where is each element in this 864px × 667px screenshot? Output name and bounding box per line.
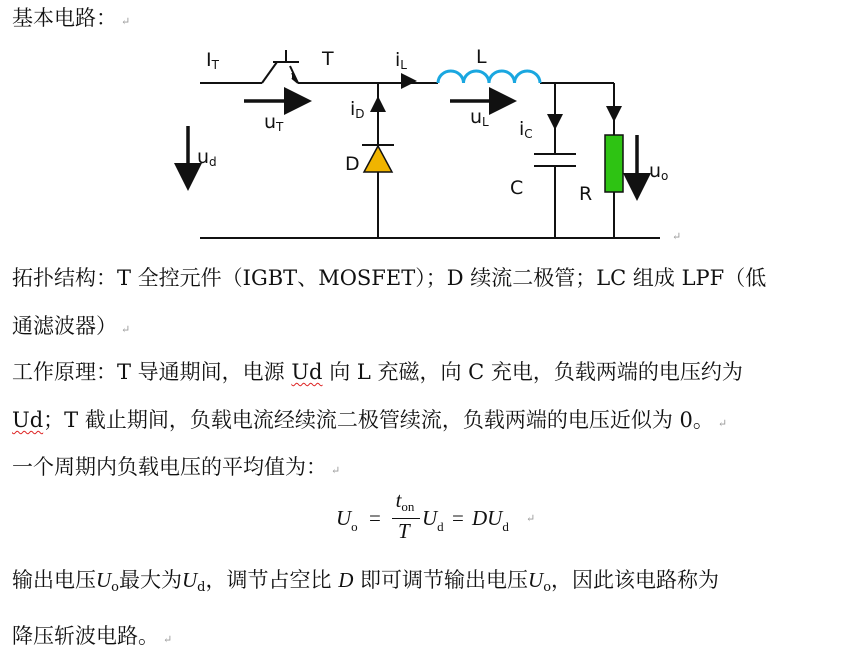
paragraph-mark: ↵ — [717, 417, 728, 430]
label-it: IT — [206, 49, 219, 72]
paragraph-mark: ↵ — [163, 633, 173, 646]
diode-symbol — [362, 145, 394, 172]
label-ud: ud — [197, 146, 217, 169]
label-id: iD — [350, 98, 365, 121]
label-ul: uL — [470, 106, 489, 129]
label-resistor: R — [579, 183, 593, 205]
label-capacitor: C — [510, 177, 524, 199]
eq-ud: $U_d$ — [422, 506, 444, 534]
paragraph-mark: ↵ — [331, 464, 341, 477]
resistor-symbol — [605, 135, 623, 192]
current-arrows — [378, 81, 614, 126]
label-ut: uT — [264, 111, 284, 134]
eq-period: T — [398, 519, 410, 543]
average-voltage-equation — [336, 488, 556, 548]
principle-line-1: 工作原理：T 导通期间，电源 Ud 向 L 充磁，向 C 充电，负载两端的电压约为 — [12, 360, 743, 384]
label-switch-t: T — [322, 48, 334, 70]
eq-fraction: ton — [395, 488, 415, 514]
paragraph-mark: ↵ — [672, 230, 682, 243]
label-diode: D — [345, 153, 360, 175]
eq-dud: $DU_d$ — [472, 506, 509, 534]
inductor-symbol — [438, 71, 540, 83]
heading: 基本电路： ↵ — [12, 6, 131, 30]
eq-uo: $U_o$ — [336, 506, 358, 534]
average-line: 一个周期内负载电压的平均值为： ↵ — [12, 455, 341, 479]
paragraph-mark: ↵ — [526, 513, 536, 525]
principle-line-2: Ud；T 截止期间，负载电流经续流二极管续流，负载两端的电压近似为 0。 ↵ — [12, 408, 728, 432]
paragraph-mark: ↵ — [121, 15, 131, 28]
eq-equals-2: = — [452, 506, 464, 530]
label-inductor: L — [476, 46, 487, 68]
topology-line-1: 拓扑结构：T 全控元件（IGBT、MOSFET）；D 续流二极管；LC 组成 LPF（低 — [12, 266, 767, 290]
circuit-wires — [200, 83, 660, 238]
spellcheck-ud: Ud — [12, 408, 44, 432]
switch-symbol — [262, 50, 299, 83]
output-line: 输出电压Uo最大为Ud，调节占空比 D 即可调节输出电压Uo，因此该电路称为 — [12, 568, 720, 595]
label-uo: uo — [649, 160, 669, 183]
label-ic: iC — [519, 118, 533, 141]
eq-equals-1: = — [369, 506, 381, 530]
topology-line-2: 通滤波器） ↵ — [12, 314, 131, 338]
paragraph-mark: ↵ — [121, 323, 131, 336]
capacitor-symbol — [534, 154, 576, 166]
last-line: 降压斩波电路。 ↵ — [12, 624, 173, 648]
circuit-arrows — [188, 101, 637, 194]
spellcheck-ud: Ud — [291, 360, 323, 384]
label-il: iL — [395, 49, 407, 72]
